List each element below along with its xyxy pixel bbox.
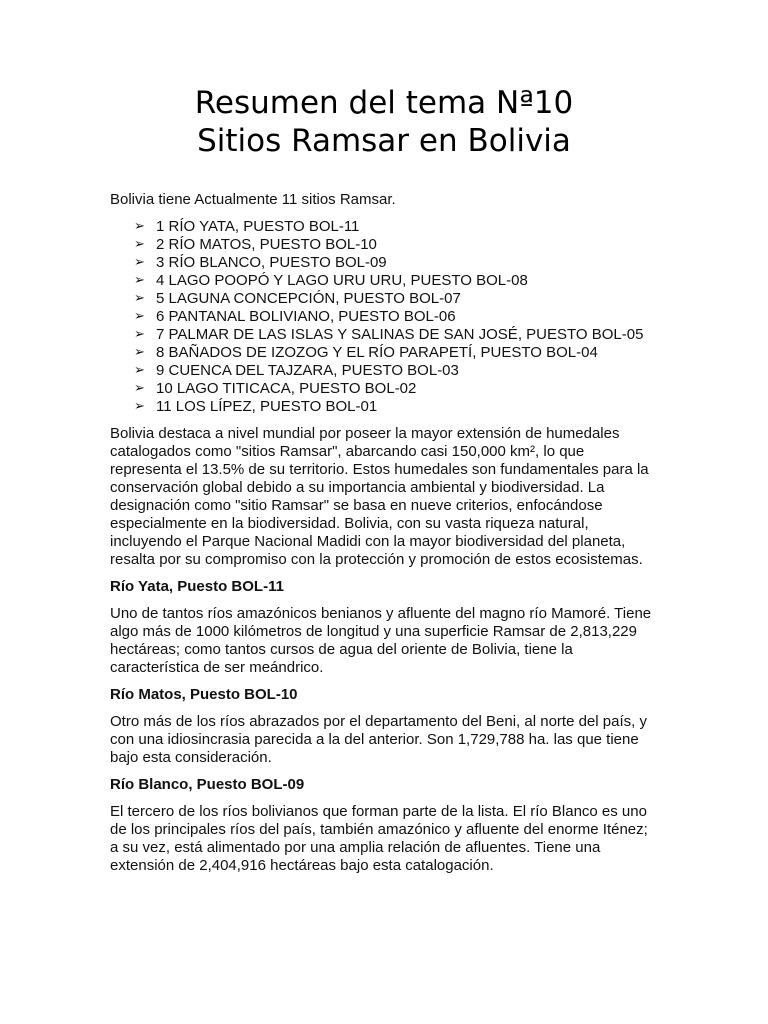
arrowhead-right-icon: ➢ xyxy=(134,381,145,396)
list-item xyxy=(134,398,658,416)
section-heading-rio-matos: Río Matos, Puesto BOL-10 xyxy=(110,686,298,703)
list-item xyxy=(134,326,658,344)
title-line-1: Resumen del tema Nª10 xyxy=(194,85,574,121)
site-label: 9 CUENCA DEL TAJZARA, PUESTO BOL-03 xyxy=(156,362,459,379)
site-label: 1 RÍO YATA, PUESTO BOL-11 xyxy=(156,218,360,235)
section-heading-rio-yata: Río Yata, Puesto BOL-11 xyxy=(110,578,284,595)
site-label: 6 PANTANAL BOLIVIANO, PUESTO BOL-06 xyxy=(156,308,456,325)
site-label: 10 LAGO TITICACA, PUESTO BOL-02 xyxy=(156,380,417,397)
arrowhead-right-icon: ➢ xyxy=(134,291,145,306)
site-label: 11 LOS LÍPEZ, PUESTO BOL-01 xyxy=(156,398,378,415)
arrowhead-right-icon: ➢ xyxy=(134,399,145,414)
arrowhead-right-icon: ➢ xyxy=(134,327,145,342)
site-label: 7 PALMAR DE LAS ISLAS Y SALINAS DE SAN JOSÉ, PUESTO BOL-05 xyxy=(156,326,644,343)
title-line-2: Sitios Ramsar en Bolivia xyxy=(197,123,571,159)
list-item xyxy=(134,290,658,308)
list-item xyxy=(134,344,658,362)
section-heading-rio-blanco: Río Blanco, Puesto BOL-09 xyxy=(110,776,305,793)
list-item xyxy=(134,254,658,272)
section-body-rio-matos: Otro más de los ríos abrazados por el departamento del Beni, al norte del país, y con una idiosincrasia parecida a la del anterior. Son 1,729,788 ha. las que tiene bajo esta consideración. xyxy=(110,713,647,766)
list-item xyxy=(134,362,658,380)
site-label: 8 BAÑADOS DE IZOZOG Y EL RÍO PARAPETÍ, PUESTO BOL-04 xyxy=(156,344,598,361)
document-title xyxy=(0,84,768,160)
list-item xyxy=(134,308,658,326)
section-body-rio-blanco: El tercero de los ríos bolivianos que forman parte de la lista. El río Blanco es uno de los principales ríos del país, también amazónico y afluente del enorme Iténez; a su vez, está alimentado por una amplia relación de afluentes. Tiene una extensión de 2,404,916 hectáreas bajo esta catalogación. xyxy=(110,803,648,874)
site-label: 3 RÍO BLANCO, PUESTO BOL-09 xyxy=(156,254,387,271)
list-item xyxy=(134,380,658,398)
intro-paragraph: Bolivia tiene Actualmente 11 sitios Ramsar. xyxy=(110,191,396,208)
arrowhead-right-icon: ➢ xyxy=(134,345,145,360)
arrowhead-right-icon: ➢ xyxy=(134,273,145,288)
arrowhead-right-icon: ➢ xyxy=(134,219,145,234)
list-item xyxy=(134,236,658,254)
ramsar-sites-list xyxy=(110,218,658,416)
arrowhead-right-icon: ➢ xyxy=(134,309,145,324)
site-label: 4 LAGO POOPÓ Y LAGO URU URU, PUESTO BOL-08 xyxy=(156,272,528,289)
list-item xyxy=(134,218,658,236)
arrowhead-right-icon: ➢ xyxy=(134,363,145,378)
summary-paragraph: Bolivia destaca a nivel mundial por poseer la mayor extensión de humedales catalogados como "sitios Ramsar", abarcando casi 150,000 km², lo que representa el 13.5% de su territorio. Estos humedales son fundamentales para la conservación global debido a su importancia ambiental y biodiversidad. La designación como "sitio Ramsar" se basa en nueve criterios, enfocándose especialmente en la biodiversidad. Bolivia, con su vasta riqueza natural, incluyendo el Parque Nacional Madidi con la mayor biodiversidad del planeta, resalta por su compromiso con la protección y promoción de estos ecosistemas. xyxy=(110,425,649,568)
section-body-rio-yata: Uno de tantos ríos amazónicos benianos y afluente del magno río Mamoré. Tiene algo más de 1000 kilómetros de longitud y una superficie Ramsar de 2,813,229 hectáreas; como tantos cursos de agua del oriente de Bolivia, tiene la característica de ser meándrico. xyxy=(110,605,652,676)
document-body xyxy=(110,191,658,884)
arrowhead-right-icon: ➢ xyxy=(134,255,145,270)
list-item xyxy=(134,272,658,290)
arrowhead-right-icon: ➢ xyxy=(134,237,145,252)
site-label: 5 LAGUNA CONCEPCIÓN, PUESTO BOL-07 xyxy=(156,290,461,307)
site-label: 2 RÍO MATOS, PUESTO BOL-10 xyxy=(156,236,377,253)
